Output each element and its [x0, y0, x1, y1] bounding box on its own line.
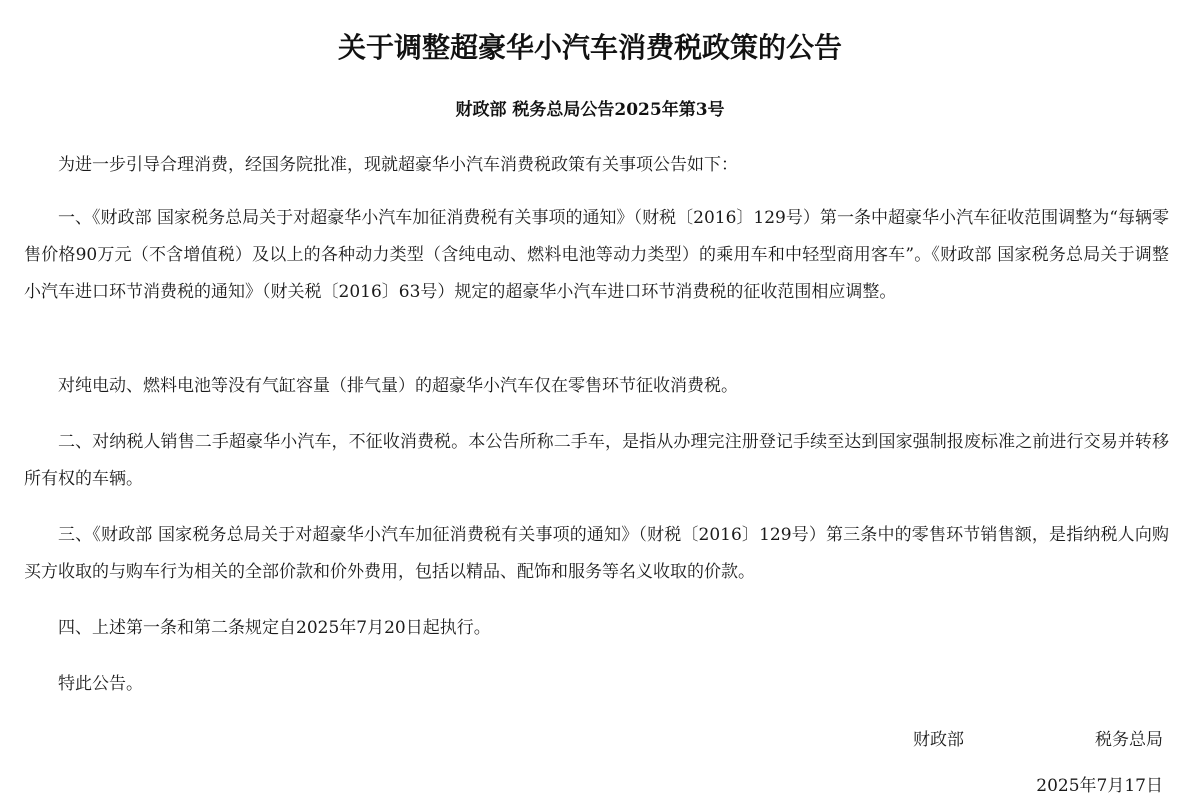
paragraph-item-3: 三、《财政部 国家税务总局关于对超豪华小汽车加征消费税有关事项的通知》（财税〔2016〕129号）第三条中的零售环节销售额，是指纳税人向购买方收取的与购车行为相关的全部价款和价外费用，包括以精品、配饰和服务等名义收取的价款。 — [24, 525, 1169, 582]
paragraph-item-1: 一、《财政部 国家税务总局关于对超豪华小汽车加征消费税有关事项的通知》（财税〔2016〕129号）第一条中超豪华小汽车征收范围调整为“每辆零售价格90万元（不含增值税）及以上的各种动力类型（含纯电动、燃料电池等动力类型）的乘用车和中轻型商用客车”。《财政部 国家税务总局关于调整小汽车进口环节消费税的通知》（财关税〔2016〕63号）规定的超豪华小汽车进口环节消费税的征收范围相应调整。 — [24, 208, 1169, 302]
paragraph-closing: 特此公告。 — [58, 674, 143, 694]
paragraph-intro: 为进一步引导合理消费，经国务院批准，现就超豪华小汽车消费税政策有关事项公告如下： — [58, 155, 738, 175]
signature-tax-administration: 税务总局 — [1095, 730, 1163, 750]
document-title: 关于调整超豪华小汽车消费税政策的公告 — [337, 31, 842, 64]
document-number: 财政部 税务总局公告2025年第3号 — [455, 100, 725, 120]
paragraph-item-2: 二、对纳税人销售二手超豪华小汽车，不征收消费税。本公告所称二手车，是指从办理完注册登记手续至达到国家强制报废标准之前进行交易并转移所有权的车辆。 — [24, 432, 1169, 489]
signature-date: 2025年7月17日 — [1036, 776, 1163, 796]
signature-ministry-of-finance: 财政部 — [913, 730, 964, 750]
paragraph-item-1-supplement: 对纯电动、燃料电池等没有气缸容量（排气量）的超豪华小汽车仅在零售环节征收消费税。 — [58, 376, 738, 396]
paragraph-item-4: 四、上述第一条和第二条规定自2025年7月20日起执行。 — [58, 618, 491, 638]
